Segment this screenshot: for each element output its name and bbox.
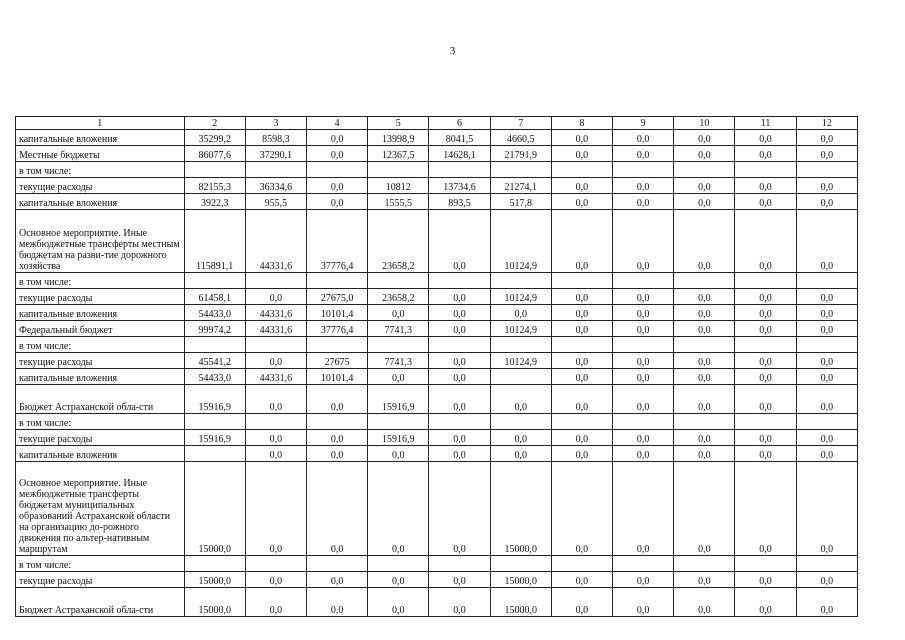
table-cell: 15916,9 [184, 430, 245, 446]
table-cell: 0,0 [613, 462, 674, 556]
row-label: капитальные вложения [16, 194, 185, 210]
table-cell: 14628,1 [429, 146, 490, 162]
table-cell: 0,0 [245, 289, 306, 305]
table-cell: 0,0 [307, 178, 368, 194]
table-cell: 955,5 [245, 194, 306, 210]
table-cell: 0,0 [796, 369, 857, 385]
table-cell: 23658,2 [368, 210, 429, 273]
row-label: текущие расходы [16, 178, 185, 194]
table-cell: 0,0 [613, 446, 674, 462]
table-cell: 13734,6 [429, 178, 490, 194]
table-cell: 0,0 [245, 588, 306, 617]
table-cell: 15916,9 [184, 385, 245, 414]
table-cell: 8598,3 [245, 130, 306, 146]
table-cell: 0,0 [551, 462, 612, 556]
table-cell: 0,0 [307, 385, 368, 414]
table-cell [674, 414, 735, 430]
table-cell: 0,0 [613, 146, 674, 162]
table-cell: 0,0 [307, 446, 368, 462]
table-cell: 0,0 [674, 588, 735, 617]
table-cell [184, 414, 245, 430]
table-cell: 0,0 [796, 385, 857, 414]
table-cell: 0,0 [796, 289, 857, 305]
table-cell: 15000,0 [184, 572, 245, 588]
table-cell: 0,0 [735, 130, 796, 146]
column-header: 2 [184, 117, 245, 130]
table-cell: 0,0 [245, 572, 306, 588]
table-cell: 37290,1 [245, 146, 306, 162]
table-cell [613, 162, 674, 178]
table-cell: 0,0 [674, 369, 735, 385]
table-cell: 0,0 [307, 194, 368, 210]
table-cell: 27675,0 [307, 289, 368, 305]
table-cell [735, 556, 796, 572]
table-cell: 0,0 [551, 130, 612, 146]
table-cell: 0,0 [368, 588, 429, 617]
table-cell: 35299,2 [184, 130, 245, 146]
table-cell: 4660,5 [490, 130, 551, 146]
table-cell: 0,0 [245, 430, 306, 446]
table-cell [307, 273, 368, 289]
table-cell: 0,0 [796, 588, 857, 617]
table-row [16, 414, 858, 430]
table-cell: 15916,9 [368, 430, 429, 446]
table-cell: 0,0 [613, 210, 674, 273]
table-cell [490, 556, 551, 572]
table-cell: 0,0 [429, 385, 490, 414]
table-cell: 0,0 [674, 385, 735, 414]
table-cell [184, 446, 245, 462]
table-cell: 44331,6 [245, 305, 306, 321]
table-cell: 0,0 [429, 369, 490, 385]
table-row [16, 321, 858, 337]
table-cell: 0,0 [735, 430, 796, 446]
table-cell [429, 273, 490, 289]
table-cell: 0,0 [735, 305, 796, 321]
table-cell: 86077,6 [184, 146, 245, 162]
column-header: 9 [613, 117, 674, 130]
table-cell: 0,0 [674, 210, 735, 273]
table-cell: 27675 [307, 353, 368, 369]
row-label: в том числе: [16, 414, 185, 430]
row-label: текущие расходы [16, 353, 185, 369]
table-row [16, 289, 858, 305]
table-cell: 0,0 [368, 369, 429, 385]
table-cell: 10124,9 [490, 210, 551, 273]
table-cell: 0,0 [674, 430, 735, 446]
table-cell: 0,0 [796, 462, 857, 556]
table-cell [184, 556, 245, 572]
row-label: текущие расходы [16, 289, 185, 305]
table-cell: 10124,9 [490, 321, 551, 337]
table-cell: 0,0 [735, 210, 796, 273]
row-label: капитальные вложения [16, 369, 185, 385]
column-header: 3 [245, 117, 306, 130]
table-cell: 0,0 [796, 353, 857, 369]
table-cell [245, 337, 306, 353]
table-cell: 7741,3 [368, 321, 429, 337]
table-cell: 0,0 [307, 146, 368, 162]
row-label: Основное мероприятие. Иные межбюджетные трансферты местным бюджетам на разви-тие дорожного хозяйства [16, 210, 185, 273]
table-row [16, 273, 858, 289]
table-cell [490, 162, 551, 178]
table-cell: 0,0 [613, 194, 674, 210]
table-cell: 0,0 [429, 353, 490, 369]
table-cell: 15000,0 [490, 462, 551, 556]
table-cell [674, 337, 735, 353]
table-row [16, 305, 858, 321]
row-label: в том числе: [16, 556, 185, 572]
table-cell [551, 162, 612, 178]
table-cell: 0,0 [613, 305, 674, 321]
table-cell: 0,0 [429, 572, 490, 588]
table-cell [735, 162, 796, 178]
table-cell: 0,0 [551, 289, 612, 305]
table-cell: 15000,0 [490, 572, 551, 588]
table-cell [551, 273, 612, 289]
table-cell [184, 273, 245, 289]
table-cell: 0,0 [796, 446, 857, 462]
table-cell [613, 337, 674, 353]
table-cell: 37776,4 [307, 210, 368, 273]
table-cell [429, 162, 490, 178]
table-cell: 0,0 [429, 305, 490, 321]
table-cell: 0,0 [490, 430, 551, 446]
table-cell: 0,0 [796, 194, 857, 210]
table-row [16, 337, 858, 353]
table-cell: 21791,9 [490, 146, 551, 162]
table-cell: 0,0 [551, 430, 612, 446]
table-cell: 0,0 [613, 430, 674, 446]
table-cell: 0,0 [735, 588, 796, 617]
table-cell: 0,0 [674, 321, 735, 337]
table-cell [674, 162, 735, 178]
table-cell: 0,0 [551, 210, 612, 273]
table-cell: 15000,0 [184, 588, 245, 617]
table-cell: 0,0 [551, 588, 612, 617]
table-cell [429, 337, 490, 353]
table-row [16, 162, 858, 178]
table-cell: 10124,9 [490, 289, 551, 305]
table-cell: 0,0 [735, 178, 796, 194]
table-cell: 44331,6 [245, 369, 306, 385]
table-cell: 0,0 [735, 321, 796, 337]
table-cell: 0,0 [735, 385, 796, 414]
table-cell: 0,0 [429, 289, 490, 305]
table-cell: 45541,2 [184, 353, 245, 369]
row-label: в том числе: [16, 162, 185, 178]
table-cell [613, 414, 674, 430]
table-cell: 0,0 [674, 572, 735, 588]
table-cell [796, 337, 857, 353]
table-cell: 0,0 [429, 462, 490, 556]
column-header: 7 [490, 117, 551, 130]
table-cell: 82155,3 [184, 178, 245, 194]
table-cell [307, 162, 368, 178]
table-cell: 0,0 [674, 353, 735, 369]
table-cell: 23658,2 [368, 289, 429, 305]
column-header: 12 [796, 117, 857, 130]
table-cell: 0,0 [674, 146, 735, 162]
row-label: Федеральный бюджет [16, 321, 185, 337]
table-cell: 0,0 [796, 305, 857, 321]
row-label: капитальные вложения [16, 130, 185, 146]
table-row [16, 369, 858, 385]
row-label: Местные бюджеты [16, 146, 185, 162]
table-cell: 0,0 [307, 130, 368, 146]
table-cell: 0,0 [551, 369, 612, 385]
table-cell [613, 556, 674, 572]
table-cell: 10812 [368, 178, 429, 194]
table-cell: 54433,0 [184, 369, 245, 385]
table-cell [245, 273, 306, 289]
table-cell: 0,0 [245, 462, 306, 556]
table-cell: 115891,1 [184, 210, 245, 273]
table-cell: 0,0 [796, 321, 857, 337]
row-label: Основное мероприятие. Иные межбюджетные трансферты бюджетам муниципальных образований Астраханской области на организацию до-рожного движения по альтер-нативным маршрутам [16, 462, 185, 556]
table-cell: 1555,5 [368, 194, 429, 210]
table-cell [368, 162, 429, 178]
table-cell: 10101,4 [307, 305, 368, 321]
table-cell [368, 556, 429, 572]
table-cell: 0,0 [735, 369, 796, 385]
table-cell [245, 556, 306, 572]
table-row [16, 572, 858, 588]
table-cell: 0,0 [735, 446, 796, 462]
column-header: 4 [307, 117, 368, 130]
table-cell [674, 556, 735, 572]
table-cell [735, 273, 796, 289]
table-cell [307, 414, 368, 430]
table-row [16, 588, 858, 617]
table-cell: 0,0 [796, 210, 857, 273]
table-cell: 0,0 [490, 385, 551, 414]
table-header-row [16, 117, 858, 130]
table-row [16, 130, 858, 146]
table-cell: 0,0 [551, 146, 612, 162]
table-cell: 0,0 [674, 178, 735, 194]
table-cell [245, 414, 306, 430]
table-cell: 0,0 [551, 572, 612, 588]
table-cell [796, 273, 857, 289]
table-row [16, 385, 858, 414]
table-cell [307, 337, 368, 353]
table-cell [490, 369, 551, 385]
table-cell: 99974,2 [184, 321, 245, 337]
table-cell [490, 414, 551, 430]
page-number: 3 [449, 45, 456, 57]
table-cell: 0,0 [613, 385, 674, 414]
table-cell: 0,0 [551, 385, 612, 414]
table-cell: 0,0 [613, 369, 674, 385]
row-label: текущие расходы [16, 572, 185, 588]
table-cell: 0,0 [613, 178, 674, 194]
table-cell: 0,0 [735, 572, 796, 588]
table-cell: 0,0 [368, 446, 429, 462]
row-label: капитальные вложения [16, 446, 185, 462]
table-cell: 0,0 [490, 305, 551, 321]
table-cell [735, 337, 796, 353]
table-cell [613, 273, 674, 289]
table-cell [735, 414, 796, 430]
table-cell: 0,0 [674, 289, 735, 305]
table-cell: 54433,0 [184, 305, 245, 321]
table-cell: 0,0 [429, 446, 490, 462]
column-header: 1 [16, 117, 185, 130]
table-cell: 21274,1 [490, 178, 551, 194]
table-cell: 10124,9 [490, 353, 551, 369]
table-row [16, 178, 858, 194]
table-cell: 0,0 [368, 572, 429, 588]
table-cell: 0,0 [551, 178, 612, 194]
table-cell: 0,0 [307, 588, 368, 617]
table-cell: 0,0 [674, 305, 735, 321]
table-cell: 15000,0 [184, 462, 245, 556]
table-cell [796, 162, 857, 178]
table-cell [368, 414, 429, 430]
table-cell [551, 337, 612, 353]
row-label: в том числе: [16, 273, 185, 289]
table-cell: 10101,4 [307, 369, 368, 385]
row-label: Бюджет Астраханской обла-сти [16, 588, 185, 617]
table-cell: 0,0 [613, 321, 674, 337]
table-cell: 0,0 [613, 588, 674, 617]
table-cell [490, 273, 551, 289]
table-cell: 0,0 [796, 572, 857, 588]
table-cell: 3922,3 [184, 194, 245, 210]
table-row [16, 446, 858, 462]
row-label: Бюджет Астраханской обла-сти [16, 385, 185, 414]
table-cell: 0,0 [429, 588, 490, 617]
table-cell: 0,0 [551, 194, 612, 210]
table-cell: 0,0 [429, 430, 490, 446]
table-cell [245, 162, 306, 178]
table-cell: 12367,5 [368, 146, 429, 162]
budget-table [15, 116, 858, 617]
table-cell: 0,0 [429, 321, 490, 337]
table-cell [796, 556, 857, 572]
table-cell: 0,0 [674, 462, 735, 556]
table-cell: 0,0 [735, 194, 796, 210]
table-cell: 0,0 [735, 462, 796, 556]
table-cell: 15000,0 [490, 588, 551, 617]
table-cell: 0,0 [613, 289, 674, 305]
table-cell: 0,0 [735, 289, 796, 305]
table-cell: 7741,3 [368, 353, 429, 369]
table-cell: 0,0 [796, 178, 857, 194]
table-cell [674, 273, 735, 289]
table-cell: 0,0 [551, 353, 612, 369]
table-cell: 893,5 [429, 194, 490, 210]
column-header: 10 [674, 117, 735, 130]
table-cell: 61458,1 [184, 289, 245, 305]
table-cell: 0,0 [613, 130, 674, 146]
table-cell [429, 414, 490, 430]
table-cell: 0,0 [613, 572, 674, 588]
table-cell: 0,0 [735, 353, 796, 369]
table-row [16, 353, 858, 369]
row-label: в том числе: [16, 337, 185, 353]
row-label: капитальные вложения [16, 305, 185, 321]
table-cell: 0,0 [796, 430, 857, 446]
table-cell: 0,0 [245, 446, 306, 462]
table-cell: 0,0 [307, 462, 368, 556]
table-cell [796, 414, 857, 430]
table-cell [368, 337, 429, 353]
table-cell: 0,0 [551, 305, 612, 321]
table-row [16, 430, 858, 446]
table-cell [184, 162, 245, 178]
table-cell: 44331,6 [245, 210, 306, 273]
row-label: текущие расходы [16, 430, 185, 446]
table-cell: 0,0 [613, 353, 674, 369]
column-header: 8 [551, 117, 612, 130]
table-cell: 0,0 [490, 446, 551, 462]
table-cell: 0,0 [796, 146, 857, 162]
table-cell [490, 337, 551, 353]
table-cell: 0,0 [245, 385, 306, 414]
table-cell: 0,0 [245, 353, 306, 369]
table-cell: 0,0 [796, 130, 857, 146]
table-row [16, 462, 858, 556]
table-cell: 0,0 [551, 321, 612, 337]
table-cell [429, 556, 490, 572]
table-row [16, 194, 858, 210]
column-header: 5 [368, 117, 429, 130]
table-cell: 36334,6 [245, 178, 306, 194]
table-cell: 0,0 [674, 194, 735, 210]
table-cell [184, 337, 245, 353]
table-cell: 0,0 [551, 446, 612, 462]
table-cell: 0,0 [674, 446, 735, 462]
table-cell: 0,0 [674, 130, 735, 146]
table-cell: 0,0 [307, 572, 368, 588]
table-row [16, 210, 858, 273]
table-cell [551, 414, 612, 430]
column-header: 6 [429, 117, 490, 130]
table-cell: 8041,5 [429, 130, 490, 146]
table-cell [307, 556, 368, 572]
column-header: 11 [735, 117, 796, 130]
table-cell: 15916,9 [368, 385, 429, 414]
table-cell: 13998,9 [368, 130, 429, 146]
table-cell: 517,8 [490, 194, 551, 210]
table-cell: 0,0 [307, 430, 368, 446]
table-cell: 0,0 [368, 462, 429, 556]
table-row [16, 146, 858, 162]
table-row [16, 556, 858, 572]
table-cell: 0,0 [429, 210, 490, 273]
table-cell: 44331,6 [245, 321, 306, 337]
table-cell [368, 273, 429, 289]
table-cell [551, 556, 612, 572]
table-cell: 0,0 [735, 146, 796, 162]
table-cell: 0,0 [368, 305, 429, 321]
table-cell: 37776,4 [307, 321, 368, 337]
